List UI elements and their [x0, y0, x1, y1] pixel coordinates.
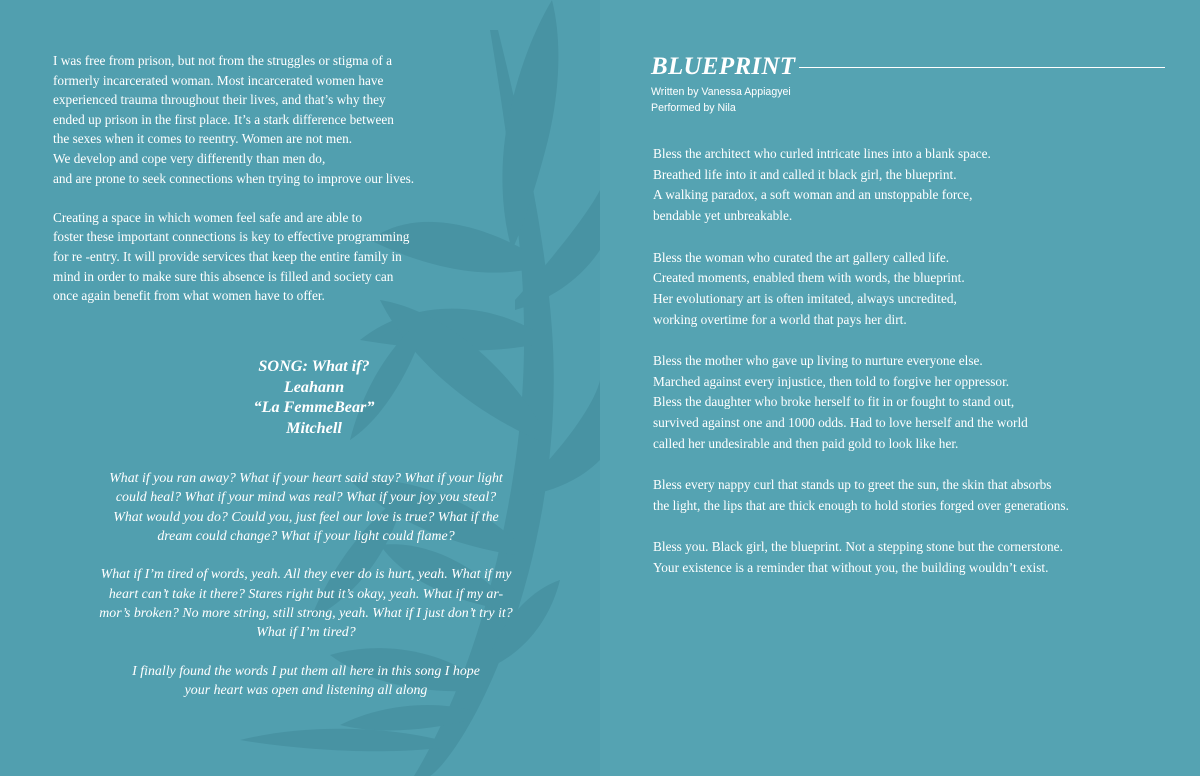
poem-line: called her undesirable and then paid gold to look like her. — [653, 435, 959, 451]
lyric-line: What if I’m tired? — [256, 625, 356, 641]
poem-line: A walking paradox, a soft woman and an unstoppable force, — [653, 187, 973, 203]
poem-line: bendable yet unbreakable. — [653, 208, 793, 224]
text-line: experienced trauma throughout their lives, and that’s why they — [53, 92, 386, 108]
performed-by-credit: Performed by Nila — [651, 102, 736, 114]
poem-title: BLUEPRINT — [651, 53, 796, 80]
song-author-line: Leahann — [283, 377, 345, 396]
text-line: formerly incarcerated woman. Most incarcerated women have — [53, 72, 384, 88]
song-title-line: SONG: What if? — [258, 357, 370, 375]
lyric-line: mor’s broken? No more string, still strong, yeah. What if I just don’t try it? — [99, 606, 513, 622]
lyric-line: your heart was open and listening all along — [184, 683, 428, 699]
lyrics-stanza-1 — [50, 469, 562, 546]
text-line: ended up prison in the first place. It’s a stark difference between — [53, 111, 394, 127]
song-heading — [200, 356, 428, 438]
poem-line: survived against one and 1000 odds. Had to love herself and the world — [653, 415, 1028, 431]
song-author-line: “La FemmeBear” — [253, 398, 375, 416]
poem-text — [653, 144, 1173, 599]
essay-paragraph-1 — [53, 51, 483, 188]
essay-paragraph-2 — [53, 208, 483, 306]
text-line: once again benefit from what women have to offer. — [53, 288, 325, 304]
text-line: We develop and cope very differently than men do, — [53, 150, 326, 166]
lyric-line: What if I’m tired of words, yeah. All they ever do is hurt, yeah. What if my — [100, 567, 512, 583]
poem-line: Her evolutionary art is often imitated, always uncredited, — [653, 290, 957, 306]
poem-line: Bless every nappy curl that stands up to greet the sun, the skin that absorbs — [653, 477, 1052, 493]
poem-line: the light, the lips that are thick enough to hold stories forged over generations. — [653, 497, 1069, 513]
poem-stanza-5 — [653, 537, 1173, 578]
poem-stanza-2 — [653, 248, 1173, 331]
lyric-line: heart can’t take it there? Stares right but it’s okay, yeah. What if my ar- — [108, 586, 504, 602]
text-line: for re -entry. It will provide services that keep the entire family in — [53, 248, 402, 264]
poem-line: Bless you. Black girl, the blueprint. Not a stepping stone but the cornerstone. — [653, 539, 1063, 555]
poem-line: Your existence is a reminder that without you, the building wouldn’t exist. — [653, 560, 1049, 575]
song-author-line: Mitchell — [286, 418, 342, 437]
lyric-line: dream could change? What if your light could flame? — [157, 528, 455, 544]
text-line: mind in order to make sure this absence is filled and society can — [53, 268, 394, 284]
poem-stanza-1 — [653, 144, 1173, 227]
lyric-line: What if you ran away? What if your heart said stay? What if your light — [109, 471, 503, 486]
text-line: and are prone to seek connections when trying to improve our lives. — [53, 170, 415, 186]
text-line: the sexes when it comes to reentry. Women are not men. — [53, 131, 353, 147]
text-line: I was free from prison, but not from the struggles or stigma of a — [53, 53, 392, 68]
poem-line: Bless the woman who curated the art gallery called life. — [653, 249, 950, 265]
lyrics-stanza-3 — [50, 662, 562, 701]
song-lyrics — [50, 469, 562, 720]
poem-line: Bless the mother who gave up living to nurture everyone else. — [653, 353, 983, 368]
text-line: Creating a space in which women feel safe and are able to — [53, 209, 363, 225]
right-page — [600, 0, 1200, 776]
poem-line: working overtime for a world that pays her dirt. — [653, 311, 907, 327]
lyric-line: What would you do? Could you, just feel our love is true? What if the — [113, 509, 499, 525]
poem-line: Created moments, enabled them with words, the blueprint. — [653, 270, 965, 286]
poem-line: Marched against every injustice, then told to forgive her oppressor. — [653, 373, 1010, 389]
lyric-line: could heal? What if your mind was real? What if your joy you steal? — [115, 490, 497, 506]
essay-text — [53, 51, 483, 325]
text-line: foster these important connections is key to effective programming — [53, 229, 410, 245]
poem-stanza-4 — [653, 475, 1173, 516]
written-by-credit: Written by Vanessa Appiagyei — [651, 86, 791, 98]
lyric-line: I finally found the words I put them all here in this song I hope — [132, 663, 480, 679]
title-divider — [799, 67, 1165, 68]
poem-line: Bless the architect who curled intricate lines into a blank space. — [653, 146, 991, 161]
poem-line: Breathed life into it and called it black girl, the blueprint. — [653, 166, 957, 182]
poem-stanza-3 — [653, 351, 1173, 455]
poem-line: Bless the daughter who broke herself to fit in or fought to stand out, — [653, 394, 1015, 410]
lyrics-stanza-2 — [50, 565, 562, 642]
